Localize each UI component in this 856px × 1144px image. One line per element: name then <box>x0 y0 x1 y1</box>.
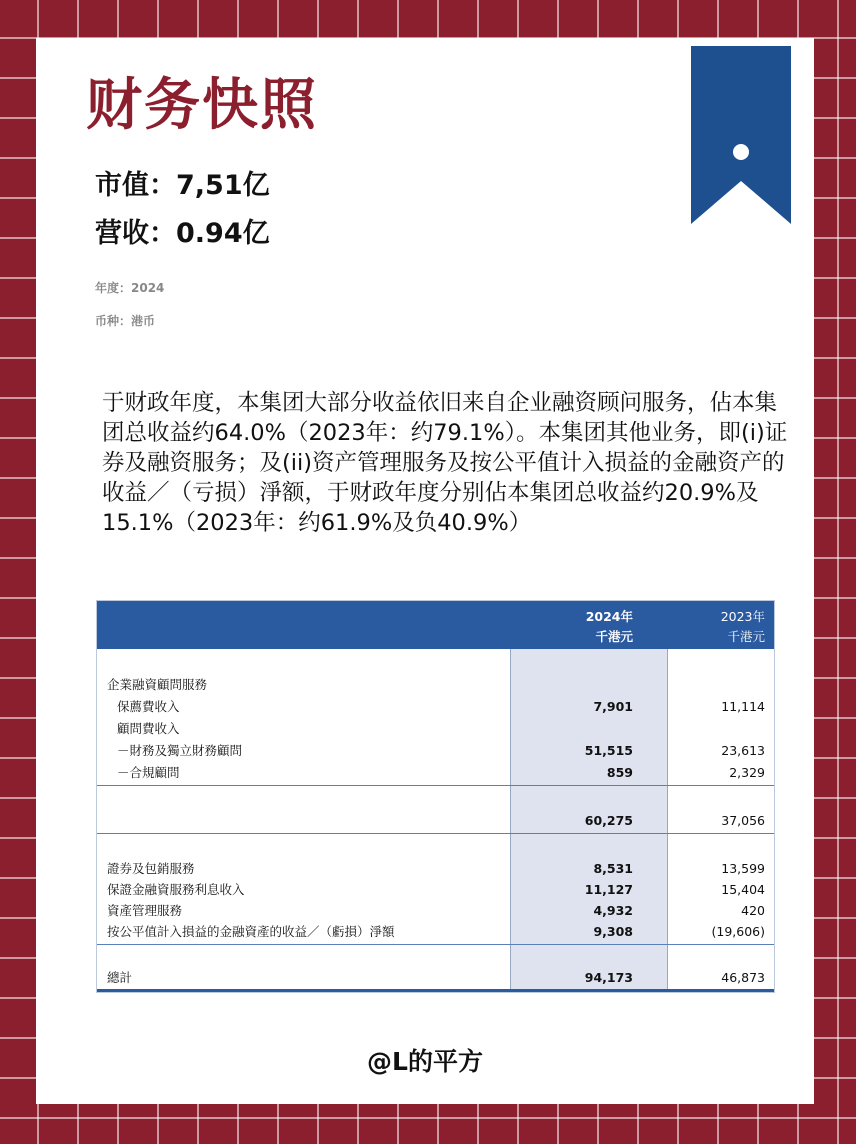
table-body <box>97 649 774 992</box>
row-label: 保證金融資服務利息收入 <box>107 882 245 897</box>
value-2024: 9,308 <box>593 924 633 939</box>
table-row <box>97 900 774 922</box>
table-row <box>97 858 774 880</box>
value-2023: 15,404 <box>721 882 765 897</box>
revenue: 营收：0.94亿 <box>95 218 270 249</box>
divider <box>97 833 774 834</box>
value-2024: 859 <box>606 765 633 780</box>
value-2024: 8,531 <box>593 861 633 876</box>
row-label: 資產管理服務 <box>107 903 183 918</box>
col-2024-header <box>510 607 633 647</box>
table-row <box>97 879 774 901</box>
currency: 币种：港币 <box>95 314 156 328</box>
value-2023: 2,329 <box>729 765 765 780</box>
row-label: 證券及包銷服務 <box>107 861 195 876</box>
value-2023: 11,114 <box>721 699 765 714</box>
table-row <box>97 740 774 762</box>
value-2023: (19,606) <box>711 924 765 939</box>
market-cap: 市值：7,51亿 <box>95 170 270 201</box>
value-2023: 420 <box>741 903 765 918</box>
table-bottom-rule <box>97 989 774 992</box>
table-row <box>97 696 774 718</box>
author-handle: @L的平方 <box>367 1047 483 1076</box>
table-row <box>97 921 774 943</box>
divider <box>97 785 774 786</box>
col-2024-year: 2024年 <box>585 609 633 624</box>
row-label: 按公平值計入損益的金融資產的收益／（虧損）淨額 <box>107 924 395 939</box>
table-row <box>97 674 774 696</box>
subtotal-row <box>97 810 774 832</box>
col-2024-unit: 千港元 <box>595 629 633 644</box>
page-title: 财务快照 <box>86 73 318 138</box>
col-2023-header <box>669 607 765 647</box>
table-row <box>97 762 774 784</box>
row-label: 企業融資顧問服務 <box>107 677 208 692</box>
row-label: －財務及獨立財務顧問 <box>117 743 243 758</box>
value-2023: 13,599 <box>721 861 765 876</box>
description-paragraph: 于财政年度，本集团大部分收益依旧来自企业融资顾问服务，佔本集团总收益约64.0%（2023年：约79.1%）。本集团其他业务，即(i)证券及融资服务；及(ii)资产管理服务及按公平值计入损益的金融资产的收益／（亏损）淨额，于财政年度分别佔本集团总收益约20.9%及15.1%（2023年：约61.9%及负40.9%） <box>102 390 788 536</box>
value-2024: 7,901 <box>593 699 633 714</box>
total-row <box>97 967 774 989</box>
value-2024: 4,932 <box>593 903 633 918</box>
fiscal-year: 年度：2024 <box>95 281 165 295</box>
value-2023: 37,056 <box>721 813 765 828</box>
snapshot-card <box>36 38 814 1104</box>
col-2023-unit: 千港元 <box>727 629 765 644</box>
value-2024: 94,173 <box>584 970 633 985</box>
row-label: 總計 <box>107 970 133 985</box>
row-label: 保薦費收入 <box>117 699 180 714</box>
value-2023: 46,873 <box>721 970 765 985</box>
table-header <box>97 601 774 649</box>
divider <box>97 944 774 945</box>
row-label: －合規顧問 <box>117 765 180 780</box>
col-2023-year: 2023年 <box>720 609 765 624</box>
value-2024: 60,275 <box>584 813 633 828</box>
table-row <box>97 718 774 740</box>
revenue-table <box>96 600 775 993</box>
value-2023: 23,613 <box>721 743 765 758</box>
bookmark-ribbon-icon <box>691 46 791 226</box>
row-label: 顧問費收入 <box>117 721 180 736</box>
value-2024: 51,515 <box>584 743 633 758</box>
value-2024: 11,127 <box>584 882 633 897</box>
